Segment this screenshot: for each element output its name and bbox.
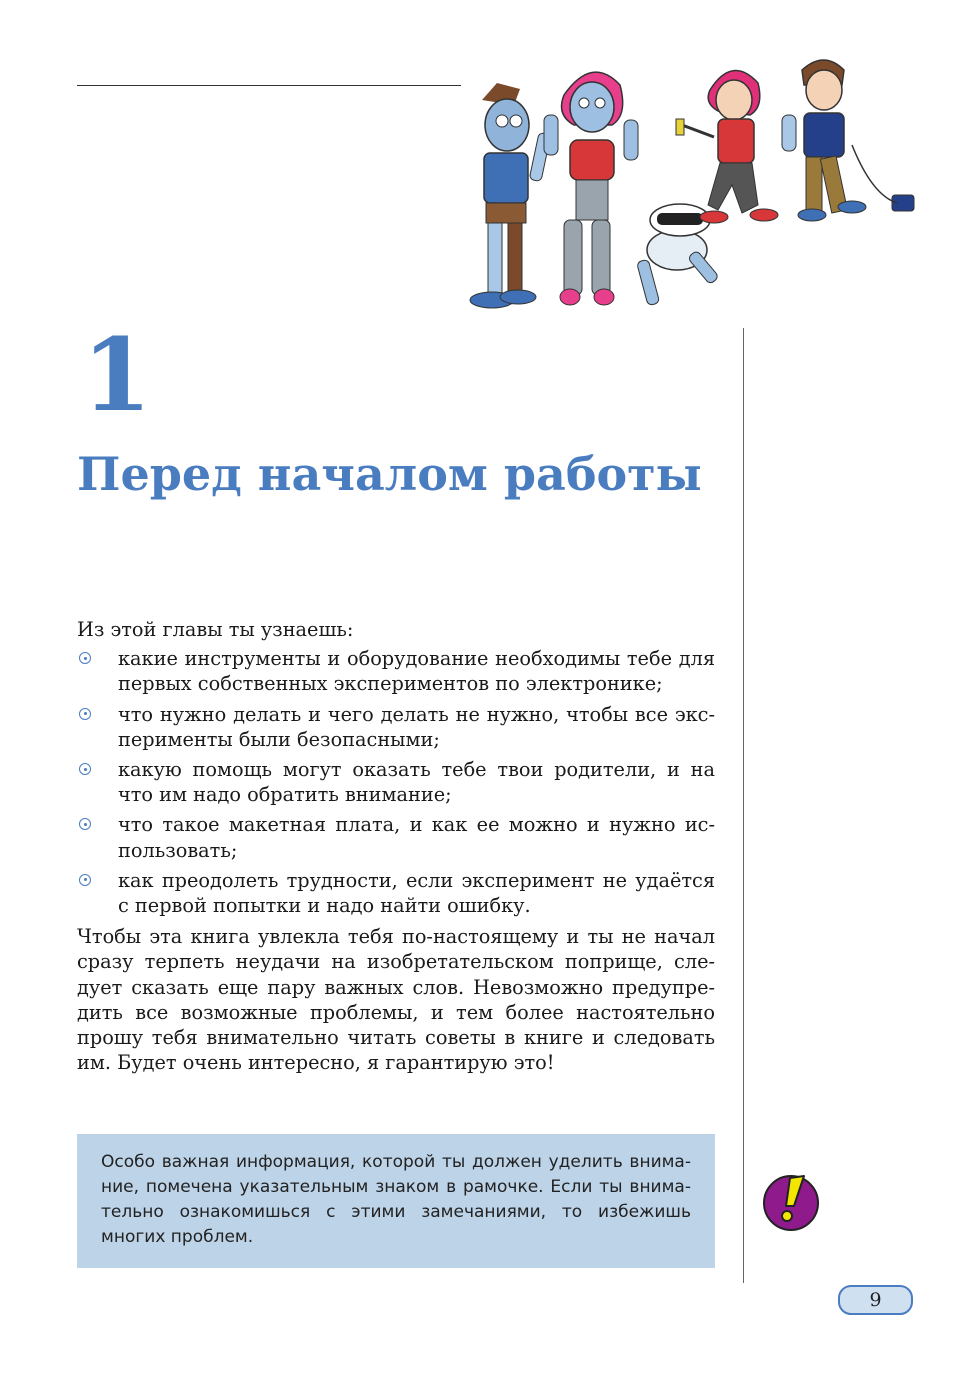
goals-list — [77, 646, 715, 918]
robot-boy-figure — [470, 83, 551, 308]
chapter-title: Перед началом работы — [77, 447, 702, 501]
circle-dot-icon — [79, 818, 91, 830]
list-item-text: какую помощь могут оказать тебе твои родители, и на что им надо обратить внимание; — [118, 758, 715, 807]
note-box — [77, 1134, 715, 1268]
intro-text: Из этой главы ты узнаешь: — [77, 618, 354, 641]
list-item-text: как преодолеть трудности, если эксперимент не удаётся с первой попытки и надо найти ошибку. — [118, 868, 715, 918]
list-item-text: какие инструменты и оборудование необходимы тебе для первых собственных экспериментов по электронике; — [118, 647, 715, 696]
list-item — [77, 757, 715, 807]
circle-dot-icon — [79, 652, 91, 664]
page-number: 9 — [838, 1285, 913, 1315]
characters-illustration — [452, 45, 932, 335]
body-paragraph: Чтобы эта книга увлекла тебя по-настоящему и ты не начал сразу терпеть неудачи на изобретательском поприще, следует сказать еще пару важных слов. Невозможно предупредить все возможные проблемы, и тем более настоятельно прошу тебя внимательно читать советы в книге и следовать им. Будет очень интересно, я гарантирую это! — [77, 925, 715, 1075]
list-item-text: что нужно делать и чего делать не нужно, чтобы все эксперименты были безопасными; — [118, 702, 715, 751]
exclamation-icon — [760, 1170, 822, 1232]
circle-dot-icon — [79, 874, 91, 886]
boy-with-soldering-iron-figure — [782, 60, 914, 221]
robot-girl-figure — [544, 72, 638, 305]
note-text: Особо важная информация, которой ты должен уделить внимание, помечена указательным знаком в рамочке. Если ты внимательно ознакомишься с этими замечаниями, то избежишь многих проблем. — [101, 1152, 691, 1247]
header-rule — [77, 85, 461, 86]
list-item — [77, 868, 715, 918]
list-item — [77, 646, 715, 696]
chapter-number: 1 — [82, 316, 152, 434]
girl-with-screwdriver-figure — [676, 71, 778, 223]
list-item — [77, 702, 715, 752]
chapter-content — [77, 617, 715, 1075]
list-item-text: что такое макетная плата, и как ее можно и нужно использовать; — [118, 813, 715, 862]
circle-dot-icon — [79, 708, 91, 720]
margin-divider — [743, 328, 744, 1283]
circle-dot-icon — [79, 763, 91, 775]
list-item — [77, 812, 715, 862]
